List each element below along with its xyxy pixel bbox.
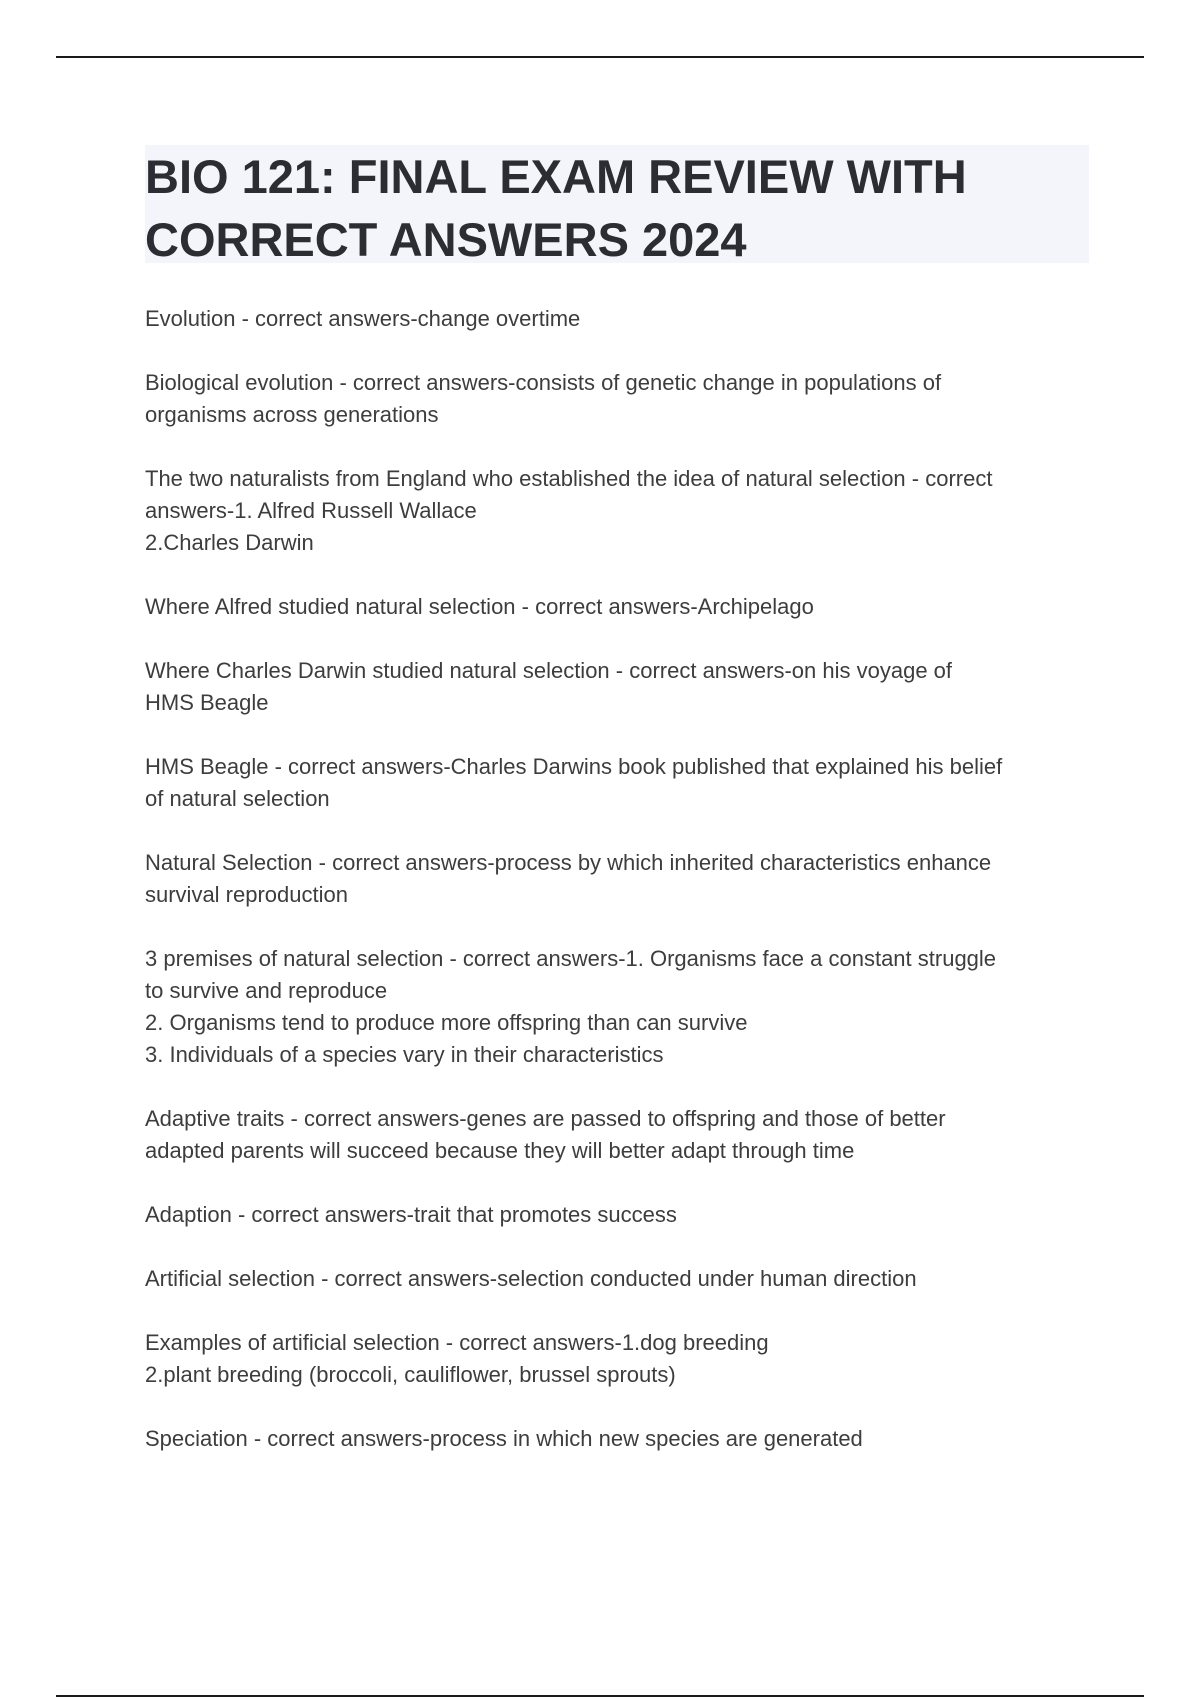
entry-line: Biological evolution - correct answers-consists of genetic change in populations of [145,370,942,395]
title-line: CORRECT ANSWERS 2024 [145,213,747,266]
entry-line: to survive and reproduce [145,978,388,1003]
flashcard-entry [145,1199,1095,1231]
flashcard-entry [145,1263,1095,1295]
flashcard-entry [145,1103,1095,1167]
flashcard-entry [145,303,1095,335]
entry-line: Speciation - correct answers-process in which new species are generated [145,1426,863,1451]
top-rule [56,56,1144,58]
entry-line: Natural Selection - correct answers-process by which inherited characteristics enhance [145,850,992,875]
title-line: BIO 121: FINAL EXAM REVIEW WITH [145,150,967,203]
entry-line: Adaptive traits - correct answers-genes are passed to offspring and those of better [145,1106,946,1131]
entry-line: 3. Individuals of a species vary in their characteristics [145,1042,664,1067]
flashcard-entry [145,943,1095,1071]
entry-line: The two naturalists from England who established the idea of natural selection - correct [145,466,993,491]
title-block [145,145,1089,266]
entry-line: 2.plant breeding (broccoli, cauliflower, brussel sprouts) [145,1362,676,1387]
entry-line: Evolution - correct answers-change overtime [145,306,581,331]
flashcard-entry [145,655,1095,719]
flashcard-entry [145,847,1095,911]
entry-line: 2. Organisms tend to produce more offspring than can survive [145,1010,748,1035]
flashcard-entry [145,751,1095,815]
flashcard-list [145,303,1095,1487]
entry-line: HMS Beagle - correct answers-Charles Darwins book published that explained his belief [145,754,1003,779]
bottom-rule [56,1695,1144,1697]
entry-line: 3 premises of natural selection - correct answers-1. Organisms face a constant struggle [145,946,997,971]
entry-line: Where Charles Darwin studied natural selection - correct answers-on his voyage of [145,658,953,683]
entry-line: Artificial selection - correct answers-selection conducted under human direction [145,1266,917,1291]
entry-line: of natural selection [145,786,330,811]
entry-line: Where Alfred studied natural selection - correct answers-Archipelago [145,594,814,619]
entry-line: Adaption - correct answers-trait that promotes success [145,1202,677,1227]
entry-line: HMS Beagle [145,690,269,715]
entry-line: organisms across generations [145,402,439,427]
page-title [145,145,1089,271]
entry-line: Examples of artificial selection - correct answers-1.dog breeding [145,1330,769,1355]
flashcard-entry [145,1423,1095,1455]
entry-line: adapted parents will succeed because they will better adapt through time [145,1138,855,1163]
entry-line: survival reproduction [145,882,348,907]
flashcard-entry [145,1327,1095,1391]
flashcard-entry [145,463,1095,559]
entry-line: answers-1. Alfred Russell Wallace [145,498,477,523]
entry-line: 2.Charles Darwin [145,530,314,555]
flashcard-entry [145,367,1095,431]
flashcard-entry [145,591,1095,623]
